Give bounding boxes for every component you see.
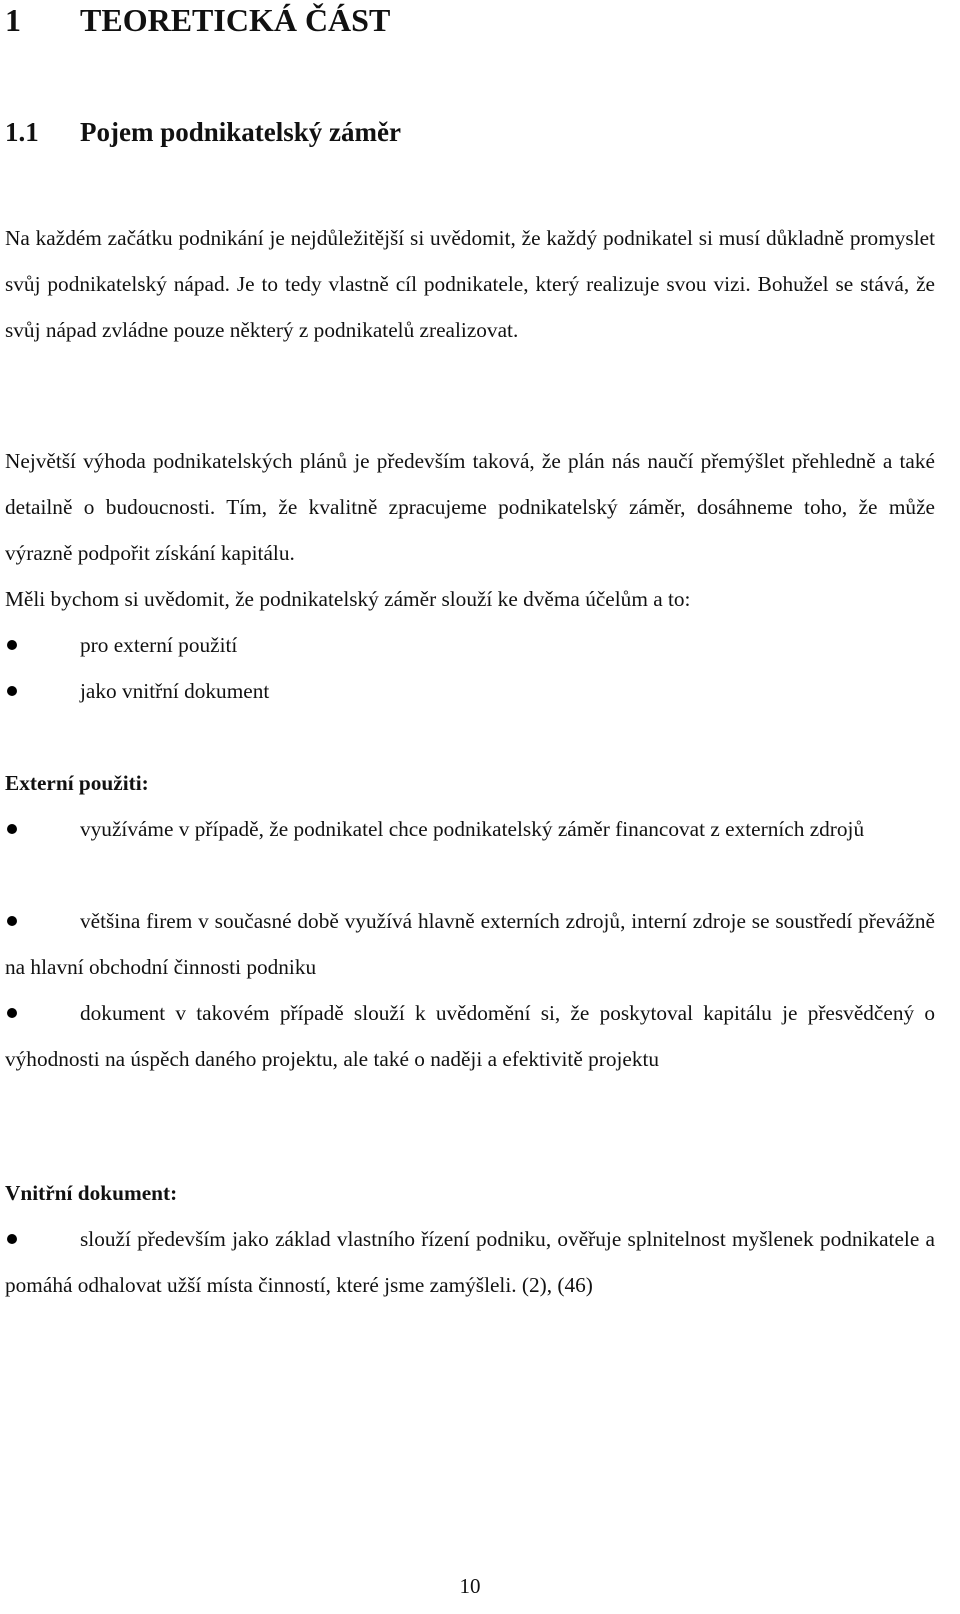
list-item — [5, 668, 935, 714]
paragraph-intro: Na každém začátku podnikání je nejdůležitější si uvědomit, že každý podnikatel si musí důkladně promyslet svůj podnikatelský nápad. Je to tedy vlastně cíl podnikatele, který realizuje svou vizi. Bohužel se stává, že svůj nápad zvládne pouze některý z podnikatelů zrealizovat. — [5, 226, 935, 343]
list-item — [5, 622, 935, 668]
list-item — [5, 898, 935, 990]
list-item — [5, 1216, 935, 1308]
section-heading — [5, 112, 935, 152]
section-title: Pojem podnikatelský záměr — [80, 117, 401, 147]
page-number: 10 — [459, 1574, 481, 1598]
subheading-external: Externí použiti: — [5, 771, 149, 795]
list-item-text: využíváme v případě, že podnikatel chce podnikatelský záměr financovat z externích zdrojů — [80, 817, 865, 841]
list-item-text: dokument v takovém případě slouží k uvědomění si, že poskytoval kapitálu je přesvědčený o výhodnosti na úspěch daného projektu, ale také o naději a efektivitě projektu — [5, 1001, 935, 1072]
list-item-text: jako vnitřní dokument — [80, 679, 270, 703]
bullet-icon — [5, 1216, 80, 1262]
list-item-text: slouží především jako základ vlastního řízení podniku, ověřuje splnitelnost myšlenek podnikatele a pomáhá odhalovat užší místa činností, které jsme zamýšleli. (2), (46) — [5, 1227, 935, 1298]
list-item-text: většina firem v současné době využívá hlavně externích zdrojů, interní zdroje se soustředí převážně na hlavní obchodní činnosti podniku — [5, 909, 935, 980]
bullet-icon — [5, 898, 80, 944]
bullet-icon — [5, 806, 80, 852]
list-item-text: pro externí použití — [80, 633, 238, 657]
chapter-title: TEORETICKÁ ČÁST — [80, 2, 391, 38]
paragraph-advantage: Největší výhoda podnikatelských plánů je především taková, že plán nás naučí přemýšlet přehledně a také detailně o budoucnosti. Tím, že kvalitně zpracujeme podnikatelský záměr, dosáhneme toho, že může výrazně podpořit získání kapitálu. — [5, 449, 935, 566]
bullet-icon — [5, 668, 80, 714]
chapter-heading — [5, 0, 935, 40]
section-number: 1.1 — [5, 117, 39, 147]
list-item — [5, 806, 935, 852]
paragraph-purposes: Měli bychom si uvědomit, že podnikatelský záměr slouží ke dvěma účelům a to: — [5, 587, 691, 611]
list-item — [5, 990, 935, 1082]
chapter-number: 1 — [5, 2, 21, 38]
bullet-icon — [5, 990, 80, 1036]
bullet-icon — [5, 622, 80, 668]
subheading-internal: Vnitřní dokument: — [5, 1181, 178, 1205]
